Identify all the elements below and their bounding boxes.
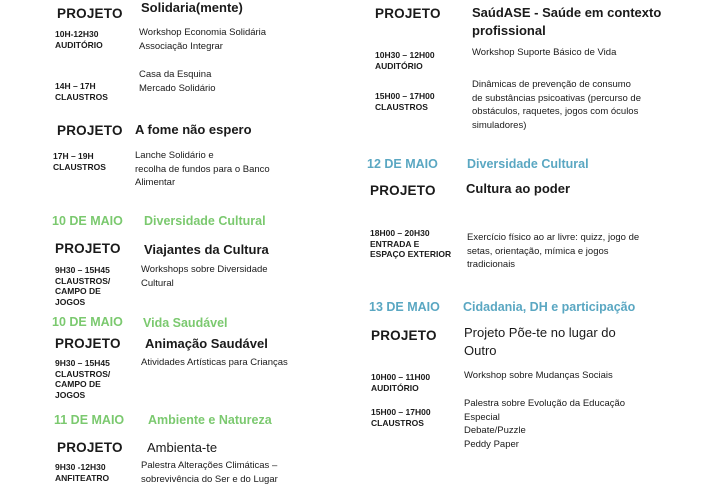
- desc-line: setas, orientação, mímica e jogos: [467, 245, 639, 259]
- desc-line: Associação Integrar: [139, 40, 266, 54]
- location-line: CAMPO DE: [55, 286, 110, 297]
- time-slot: [375, 50, 435, 71]
- time-line: 9H30 – 15H45: [55, 358, 110, 369]
- activity-description: [467, 231, 639, 272]
- activity-description: [472, 46, 616, 60]
- project-label: PROJETO: [55, 336, 121, 351]
- project-title: Solidaria(mente): [141, 0, 243, 15]
- desc-line: Alimentar: [135, 176, 270, 190]
- title-line: SaúdASE - Saúde em contexto: [472, 4, 661, 22]
- time-line: 10H-12H30: [55, 29, 103, 40]
- title-line: Outro: [464, 342, 616, 360]
- time-slot: [371, 372, 430, 393]
- location-line: ENTRADA E: [370, 239, 451, 250]
- desc-line: simuladores): [472, 119, 641, 133]
- time-line: 10H30 – 12H00: [375, 50, 435, 61]
- desc-line: recolha de fundos para o Banco: [135, 163, 270, 177]
- project-title: A fome não espero: [135, 122, 252, 137]
- project-title: [472, 4, 661, 40]
- activity-description: [464, 369, 613, 383]
- location-line: CLAUSTROS: [375, 102, 435, 113]
- desc-line: Workshop sobre Mudanças Sociais: [464, 369, 613, 383]
- time-line: 15H00 – 17H00: [375, 91, 435, 102]
- title-line: Projeto Põe-te no lugar do: [464, 324, 616, 342]
- activity-description: [141, 263, 268, 290]
- project-title: Ambienta-te: [147, 440, 217, 455]
- theme-heading: Diversidade Cultural: [144, 214, 266, 228]
- location-line: CLAUSTROS/: [55, 276, 110, 287]
- desc-line: Workshop Economia Solidária: [139, 26, 266, 40]
- time-line: 15H00 – 17H00: [371, 407, 431, 418]
- activity-description: [139, 26, 266, 53]
- project-label: PROJETO: [57, 123, 123, 138]
- date-heading: 10 DE MAIO: [52, 315, 123, 329]
- time-line: 10H00 – 11H00: [371, 372, 430, 383]
- location-line: ANFITEATRO: [55, 473, 109, 484]
- desc-line: de substâncias psicoativas (percurso de: [472, 92, 641, 106]
- theme-heading: Diversidade Cultural: [467, 157, 589, 171]
- date-heading: 13 DE MAIO: [369, 300, 440, 314]
- theme-heading: Ambiente e Natureza: [148, 413, 272, 427]
- location-line: JOGOS: [55, 390, 110, 401]
- activity-description: [464, 397, 625, 451]
- time-slot: [375, 91, 435, 112]
- location-line: AUDITÓRIO: [371, 383, 430, 394]
- time-slot: [370, 228, 451, 260]
- desc-line: Palestra Alterações Climáticas –: [141, 459, 278, 473]
- project-title: Viajantes da Cultura: [144, 242, 269, 257]
- time-slot: [53, 151, 106, 172]
- time-line: 9H30 -12H30: [55, 462, 109, 473]
- activity-description: [139, 68, 216, 95]
- time-line: 17H – 19H: [53, 151, 106, 162]
- date-heading: 12 DE MAIO: [367, 157, 438, 171]
- desc-line: Casa da Esquina: [139, 68, 216, 82]
- desc-line: Dinâmicas de prevenção de consumo: [472, 78, 641, 92]
- activity-description: [472, 78, 641, 132]
- location-line: CLAUSTROS: [53, 162, 106, 173]
- activity-description: [141, 356, 288, 370]
- desc-line: sobrevivência do Ser e do Lugar: [141, 473, 278, 486]
- time-line: 14H – 17H: [55, 81, 108, 92]
- project-label: PROJETO: [57, 6, 123, 21]
- desc-line: tradicionais: [467, 258, 639, 272]
- project-label: PROJETO: [375, 6, 441, 21]
- location-line: JOGOS: [55, 297, 110, 308]
- project-title: Animação Saudável: [145, 336, 268, 351]
- time-slot: [55, 29, 103, 50]
- location-line: CLAUSTROS/: [55, 369, 110, 380]
- desc-line: Especial: [464, 411, 625, 425]
- location-line: CAMPO DE: [55, 379, 110, 390]
- project-label: PROJETO: [55, 241, 121, 256]
- theme-heading: Cidadania, DH e participação: [463, 300, 635, 314]
- desc-line: Mercado Solidário: [139, 82, 216, 96]
- project-label: PROJETO: [370, 183, 436, 198]
- theme-heading: Vida Saudável: [143, 316, 228, 330]
- activity-description: [135, 149, 270, 190]
- project-title: Cultura ao poder: [466, 181, 570, 196]
- desc-line: Exercício físico ao ar livre: quizz, jogo de: [467, 231, 639, 245]
- desc-line: Cultural: [141, 277, 268, 291]
- desc-line: Lanche Solidário e: [135, 149, 270, 163]
- desc-line: obstáculos, raquetes, jogos com óculos: [472, 105, 641, 119]
- location-line: ESPAÇO EXTERIOR: [370, 249, 451, 260]
- time-line: 9H30 – 15H45: [55, 265, 110, 276]
- desc-line: Workshop Suporte Básico de Vida: [472, 46, 616, 60]
- location-line: CLAUSTROS: [371, 418, 431, 429]
- desc-line: Palestra sobre Evolução da Educação: [464, 397, 625, 411]
- time-slot: [371, 407, 431, 428]
- time-slot: [55, 265, 110, 307]
- project-title: [464, 324, 616, 360]
- location-line: AUDITÓRIO: [55, 40, 103, 51]
- date-heading: 11 DE MAIO: [54, 413, 124, 427]
- desc-line: Debate/Puzzle: [464, 424, 625, 438]
- title-line: profissional: [472, 22, 661, 40]
- desc-line: Workshops sobre Diversidade: [141, 263, 268, 277]
- date-heading: 10 DE MAIO: [52, 214, 123, 228]
- project-label: PROJETO: [57, 440, 123, 455]
- time-slot: [55, 81, 108, 102]
- location-line: AUDITÓRIO: [375, 61, 435, 72]
- time-line: 18H00 – 20H30: [370, 228, 451, 239]
- desc-line: Peddy Paper: [464, 438, 625, 452]
- project-label: PROJETO: [371, 328, 437, 343]
- desc-line: Atividades Artísticas para Crianças: [141, 356, 288, 370]
- time-slot: [55, 358, 110, 400]
- activity-description: [141, 459, 278, 486]
- location-line: CLAUSTROS: [55, 92, 108, 103]
